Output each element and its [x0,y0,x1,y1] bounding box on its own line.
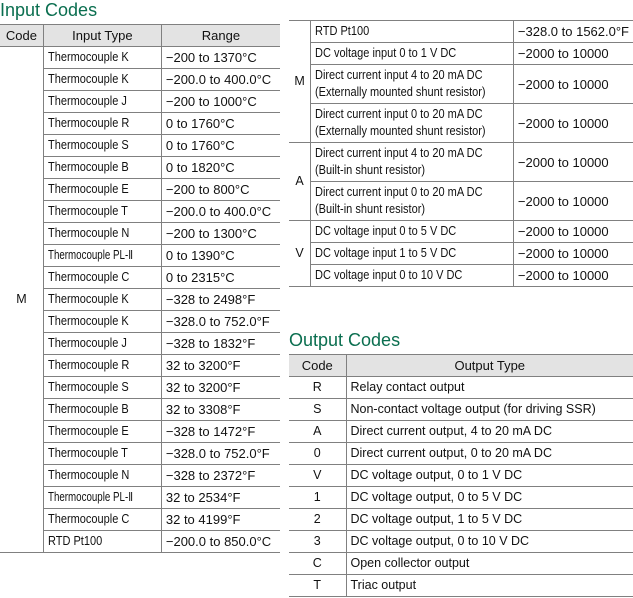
range-cell: 0 to 1390°C [161,245,280,267]
output-type-cell: DC voltage output, 0 to 1 V DC [346,465,633,487]
table-row [289,43,633,65]
input-type-cell [311,143,514,182]
table-header-row [289,355,633,377]
input-type-label: Thermocouple E [47,424,129,438]
output-code-cell: 1 [289,487,346,509]
input-type-label: Thermocouple N [47,226,130,240]
range-cell: −2000 to 10000 [513,243,633,265]
table-row [289,104,633,143]
range-cell: −200 to 1370°C [161,47,280,69]
input-codes-continued-table [289,20,633,287]
range-cell: −328.0 to 752.0°F [161,443,280,465]
range-cell: 0 to 1760°C [161,135,280,157]
input-type-cell [43,91,161,113]
table-header-row [0,25,280,47]
input-type-cell [311,221,514,243]
range-cell: −328 to 1472°F [161,421,280,443]
input-code-cell: V [289,221,311,287]
input-type-cell [43,245,161,267]
input-type-label: Thermocouple C [47,512,130,526]
input-code-cell: M [0,47,43,553]
input-type-label: Thermocouple J [47,336,127,350]
input-type-cell [43,465,161,487]
table-row [289,221,633,243]
input-type-cell [43,179,161,201]
range-cell: 32 to 3200°F [161,355,280,377]
input-type-cell [43,399,161,421]
input-type-cell [43,223,161,245]
input-type-cell [43,47,161,69]
range-cell: 0 to 1760°C [161,113,280,135]
table-row [289,553,633,575]
output-codes-table [289,354,633,597]
input-type-label: Thermocouple R [47,358,130,372]
output-type-cell: Open collector output [346,553,633,575]
range-cell: 32 to 3200°F [161,377,280,399]
input-type-label: Direct current input 4 to 20 mA DC [315,146,483,160]
input-type-label: Thermocouple K [47,314,129,328]
range-cell: −200.0 to 850.0°C [161,531,280,553]
input-type-cell [43,135,161,157]
table-row [289,377,633,399]
input-type-cell [43,509,161,531]
output-code-cell: V [289,465,346,487]
range-cell: −2000 to 10000 [513,221,633,243]
input-type-label: RTD Pt100 [47,534,103,548]
table-row [289,21,633,43]
range-cell: −2000 to 10000 [513,65,633,104]
output-type-cell: DC voltage output, 1 to 5 V DC [346,509,633,531]
input-type-cell [311,65,514,104]
range-cell: −2000 to 10000 [513,265,633,287]
table-row [289,65,633,104]
input-type-label: DC voltage input 0 to 10 V DC [315,268,463,282]
output-codes-title: Output Codes [289,330,401,350]
range-cell: 0 to 2315°C [161,267,280,289]
input-codes-table [0,24,280,553]
range-cell: −2000 to 10000 [513,104,633,143]
input-type-cell [311,43,514,65]
input-type-note: (Externally mounted shunt resistor) [315,85,486,99]
range-cell: 32 to 3308°F [161,399,280,421]
input-type-cell [43,267,161,289]
header-output-type: Output Type [346,355,633,377]
input-type-label: Thermocouple K [47,72,129,86]
output-code-cell: 3 [289,531,346,553]
input-type-cell [43,69,161,91]
header-range: Range [161,25,280,47]
input-type-note: (Built-in shunt resistor) [315,163,426,177]
input-type-cell [43,113,161,135]
input-type-label: DC voltage input 0 to 5 V DC [315,224,457,238]
input-type-cell [311,182,514,221]
table-row [289,265,633,287]
table-row [289,399,633,421]
input-type-cell [43,487,161,509]
input-type-label: Thermocouple B [47,402,129,416]
table-row [289,509,633,531]
input-type-cell [43,377,161,399]
input-type-cell [311,104,514,143]
table-row [289,421,633,443]
input-type-label: Thermocouple T [47,446,128,460]
table-row [289,465,633,487]
output-code-cell: A [289,421,346,443]
input-type-cell [43,531,161,553]
range-cell: −328.0 to 752.0°F [161,311,280,333]
output-type-cell: DC voltage output, 0 to 5 V DC [346,487,633,509]
input-type-label: Thermocouple R [47,116,130,130]
output-type-cell: Direct current output, 0 to 20 mA DC [346,443,633,465]
output-code-cell: T [289,575,346,597]
input-type-note: (Externally mounted shunt resistor) [315,124,486,138]
header-input-type: Input Type [43,25,161,47]
input-type-label: RTD Pt100 [315,24,370,38]
input-type-cell [43,355,161,377]
input-codes-continued-body [289,21,633,287]
range-cell: −200.0 to 400.0°C [161,69,280,91]
input-type-label: Thermocouple PL-Ⅱ [47,248,133,262]
input-code-cell: A [289,143,311,221]
input-type-cell [43,201,161,223]
table-row [289,443,633,465]
input-type-label: Direct current input 0 to 20 mA DC [315,185,483,199]
output-codes-body [289,377,633,597]
input-type-label: Thermocouple S [47,138,129,152]
input-type-label: Thermocouple J [47,94,127,108]
table-row [289,182,633,221]
range-cell: −200 to 1000°C [161,91,280,113]
range-cell: −328.0 to 1562.0°F [513,21,633,43]
input-type-cell [43,157,161,179]
range-cell: −328 to 1832°F [161,333,280,355]
input-type-cell [311,21,514,43]
input-type-cell [311,243,514,265]
input-type-cell [43,333,161,355]
table-row [0,47,280,69]
input-type-cell [43,443,161,465]
input-type-cell [311,265,514,287]
range-cell: −200 to 1300°C [161,223,280,245]
input-type-label: Direct current input 4 to 20 mA DC [315,68,483,82]
table-row [289,487,633,509]
range-cell: 32 to 4199°F [161,509,280,531]
input-type-cell [43,311,161,333]
table-row [289,243,633,265]
input-type-label: Thermocouple S [47,380,129,394]
input-type-label: Thermocouple T [47,204,128,218]
input-type-label: Thermocouple K [47,292,129,306]
input-type-note: (Built-in shunt resistor) [315,202,426,216]
output-type-cell: DC voltage output, 0 to 10 V DC [346,531,633,553]
input-type-label: Thermocouple K [47,50,129,64]
range-cell: 32 to 2534°F [161,487,280,509]
input-type-label: DC voltage input 0 to 1 V DC [315,46,457,60]
input-type-label: DC voltage input 1 to 5 V DC [315,246,457,260]
input-type-label: Direct current input 0 to 20 mA DC [315,107,483,121]
range-cell: −2000 to 10000 [513,143,633,182]
input-type-cell [43,421,161,443]
input-type-label: Thermocouple B [47,160,129,174]
input-codes-title: Input Codes [0,0,98,20]
range-cell: −328 to 2498°F [161,289,280,311]
output-type-cell: Triac output [346,575,633,597]
range-cell: −2000 to 10000 [513,182,633,221]
input-type-label: Thermocouple E [47,182,129,196]
range-cell: −200.0 to 400.0°C [161,201,280,223]
input-type-label: Thermocouple PL-Ⅱ [47,490,133,504]
table-row [289,531,633,553]
table-row [289,143,633,182]
table-row [289,575,633,597]
output-type-cell: Non-contact voltage output (for driving SSR) [346,399,633,421]
input-type-label: Thermocouple C [47,270,130,284]
output-type-cell: Relay contact output [346,377,633,399]
input-code-cell: M [289,21,311,143]
header-code: Code [289,355,346,377]
range-cell: −328 to 2372°F [161,465,280,487]
input-type-label: Thermocouple N [47,468,130,482]
output-type-cell: Direct current output, 4 to 20 mA DC [346,421,633,443]
output-code-cell: R [289,377,346,399]
range-cell: 0 to 1820°C [161,157,280,179]
output-code-cell: S [289,399,346,421]
output-code-cell: 0 [289,443,346,465]
output-code-cell: C [289,553,346,575]
range-cell: −200 to 800°C [161,179,280,201]
input-type-cell [43,289,161,311]
output-code-cell: 2 [289,509,346,531]
header-code: Code [0,25,43,47]
range-cell: −2000 to 10000 [513,43,633,65]
input-codes-body [0,47,280,553]
